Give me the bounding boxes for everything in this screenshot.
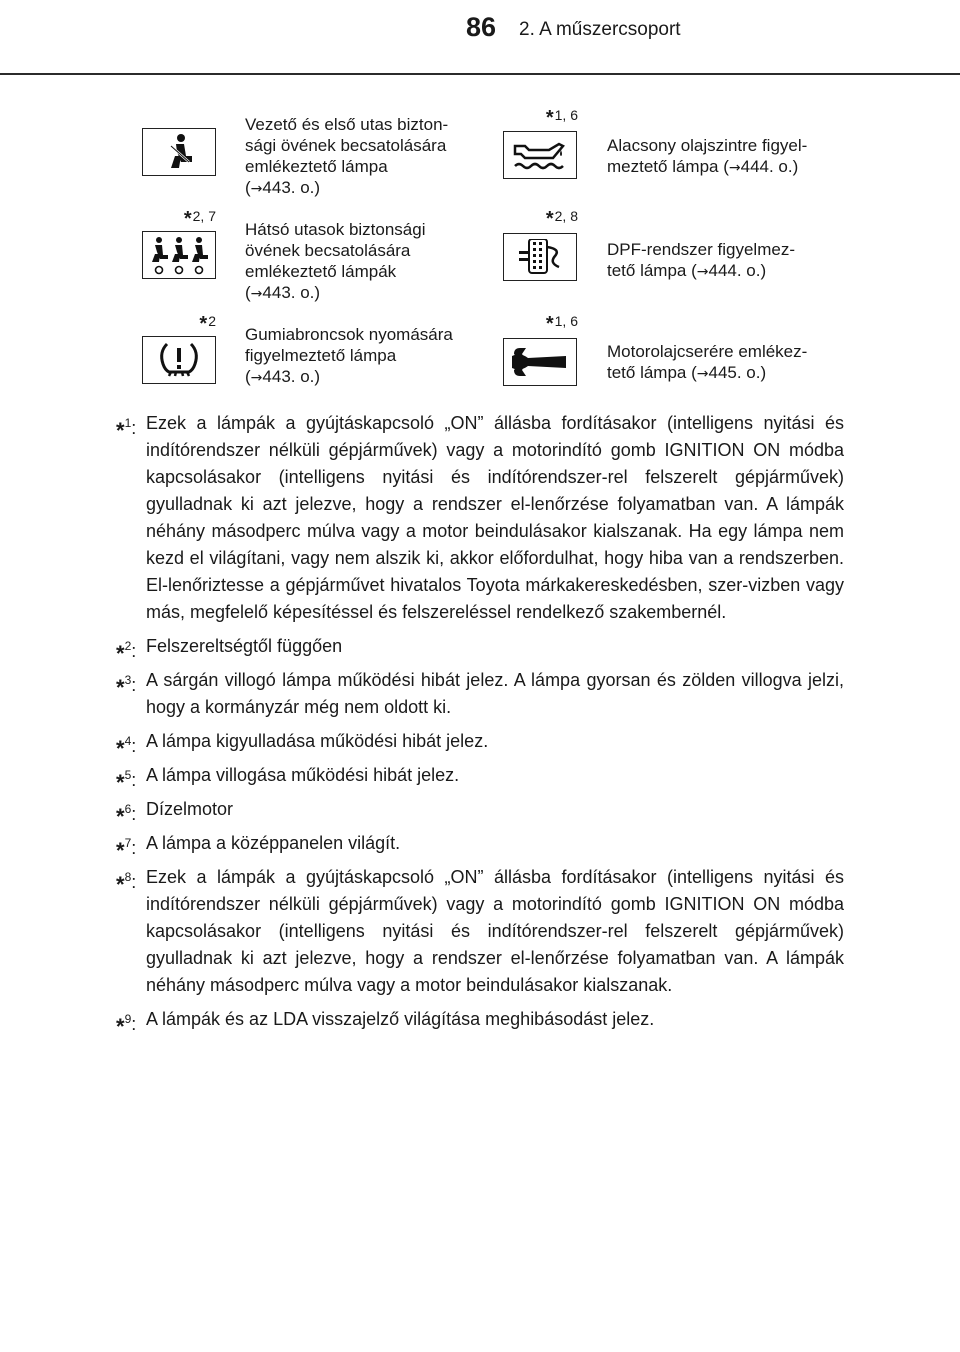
arrow-icon: → xyxy=(250,370,263,386)
lamp-description: Motorolajcserére emlékez- tető lámpa (→445. o.) xyxy=(607,342,808,382)
footnote: *$^8$: Ezek a lámpák a gyújtáskapcsoló „ON” állásba fordításakor (intelligens nyitási és indítórendszer nélküli gépjárművek) vagy a motorindító gomb IGNITION ON módba kapcsolásakor (intelligens nyitási és indítórendszer-rel felszerelt gépjárművek) gyulladnak ki azt jelezve, hogy a rendszer el-lenőrzése folyamatban van. A lámpák néhány másodperc múlva vagy a motor beindulásakor kialszanak. xyxy=(116,867,844,995)
footnote: *$^6$: Dízelmotor xyxy=(116,799,234,829)
footnote: *$^2$: Felszereltségtől függően xyxy=(116,636,343,666)
footnote: *$^5$: A lámpa villogása működési hibát jelez. xyxy=(116,765,460,795)
lamp-description: DPF-rendszer figyelmez- tető lámpa (→444. o.) xyxy=(607,240,795,280)
arrow-icon: → xyxy=(250,181,263,197)
dpf-warning-icon xyxy=(503,233,577,281)
lamp-description: Gumiabroncsok nyomására figyelmeztető lámpa (→443. o.) xyxy=(245,325,453,386)
footnote: *$^7$: A lámpa a középpanelen világít. xyxy=(116,833,401,863)
tire-pressure-warning-icon xyxy=(142,336,216,384)
arrow-icon: → xyxy=(250,286,263,302)
page-reference[interactable]: 445. o.) xyxy=(708,363,767,382)
page-reference[interactable]: 443. o.) xyxy=(262,283,321,302)
page-reference[interactable]: 443. o.) xyxy=(262,367,321,386)
rear-seatbelt-reminder-icon xyxy=(142,231,216,279)
arrow-icon: → xyxy=(728,160,741,176)
footnote-list xyxy=(116,410,844,1040)
footnote-marker: *1, 6 xyxy=(545,313,578,335)
page-reference[interactable]: 443. o.) xyxy=(262,178,321,197)
chapter-title: 2. A műszercsoport xyxy=(519,19,681,40)
footnote: *$^9$: A lámpák és az LDA visszajelző világítása meghibásodást jelez. xyxy=(116,1009,655,1039)
seatbelt-reminder-icon xyxy=(142,128,216,176)
footnote-marker: *2 xyxy=(199,313,216,335)
lamp-description: Alacsony olajszintre figyel- meztető lámpa (→444. o.) xyxy=(607,136,808,176)
footnote-marker: *2, 8 xyxy=(545,208,578,230)
footnote-marker: *1, 6 xyxy=(545,107,578,129)
footnote: *$^3$: A sárgán villogó lámpa működési hibát jelez. A lámpa gyorsan és zölden villogva jelzi, hogy a kormányzár még nem oldott ki. xyxy=(116,670,844,717)
lamp-description: Vezető és első utas bizton- sági övének becsatolására emlékeztető lámpa (→443. o.) xyxy=(245,115,449,197)
arrow-icon: → xyxy=(696,264,709,280)
footnote-marker: *2, 7 xyxy=(183,208,216,230)
page-number: 86 xyxy=(466,12,497,42)
arrow-icon: → xyxy=(696,366,709,382)
footnote: *$^4$: A lámpa kigyulladása működési hibát jelez. xyxy=(116,731,489,761)
footnote: *$^1$: Ezek a lámpák a gyújtáskapcsoló „ON” állásba fordításakor (intelligens nyitási és indítórendszer nélküli gépjárművek) vagy a motorindító gomb IGNITION ON módba kapcsolásakor (intelligens nyitási és indítórendszer-rel felszerelt gépjárművek) gyulladnak ki azt jelezve, hogy a rendszer el-lenőrzése folyamatban van. A lámpák néhány másodperc múlva vagy a motor beindulásakor kialszanak. Ha egy lámpa nem kezd el világítani, vagy nem alszik ki, akkor előfordulhat, hogy hiba van a rendszerben. El-lenőriztesse a gépjárművet hivatalos Toyota márkakereskedésben, szer-vizben vagy más, megfelelő képesítéssel és felszereléssel rendelkező szakembernél. xyxy=(116,413,844,622)
lamp-description: Hátsó utasok biztonsági övének becsatolására emlékeztető lámpák (→443. o.) xyxy=(245,220,426,302)
header-divider xyxy=(0,73,960,75)
low-oil-level-icon xyxy=(503,131,577,179)
page-reference[interactable]: 444. o.) xyxy=(740,157,799,176)
oil-change-reminder-icon xyxy=(503,338,577,386)
page-reference[interactable]: 444. o.) xyxy=(708,261,767,280)
